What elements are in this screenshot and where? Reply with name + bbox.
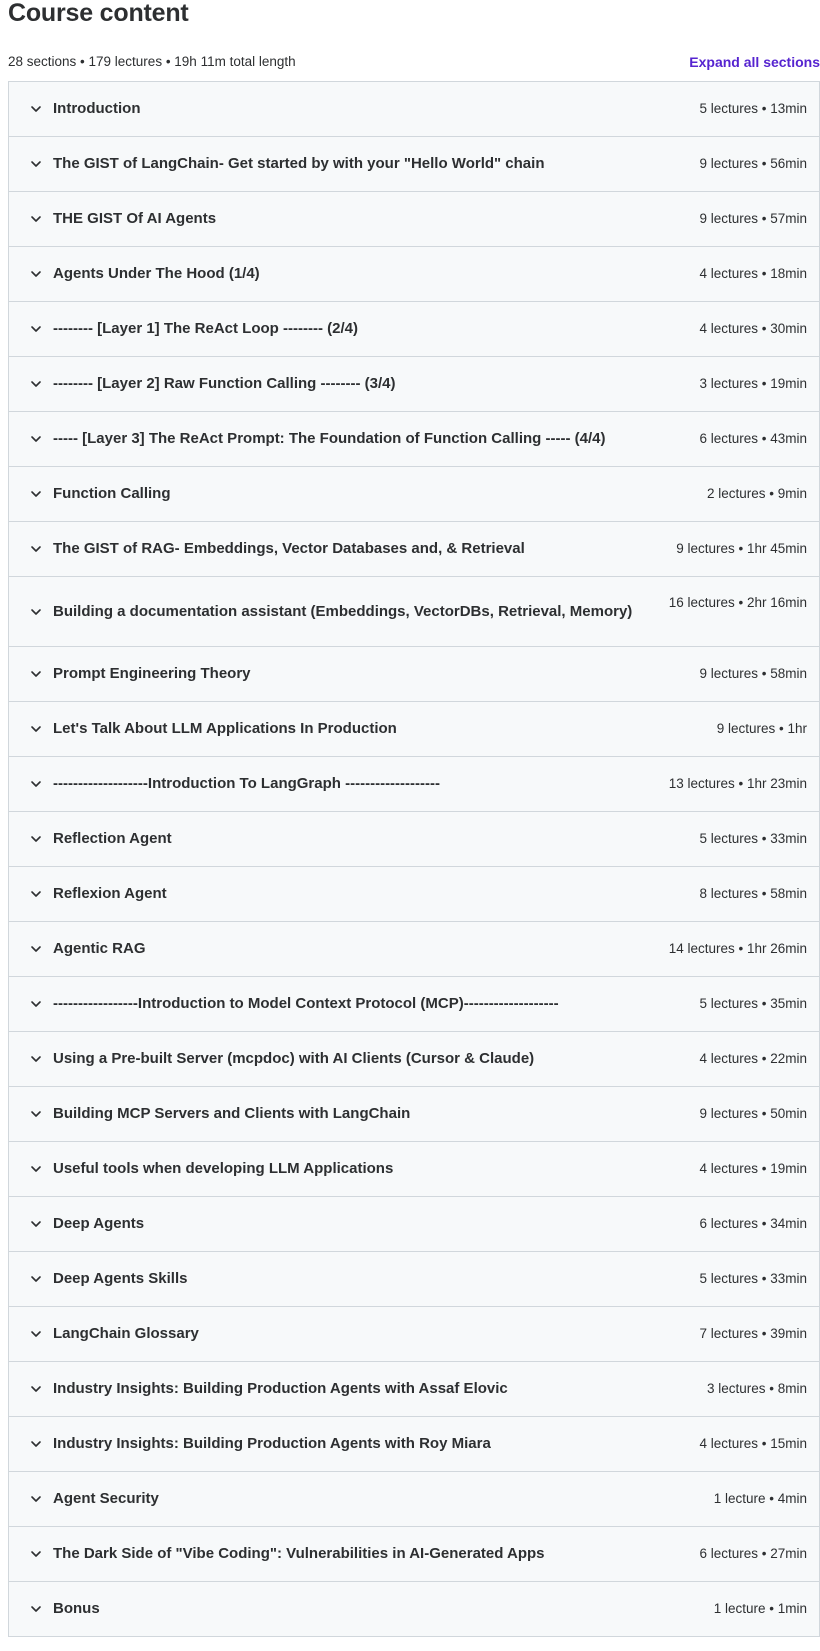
section-lecture-info: 3 lectures • 19min	[699, 376, 807, 391]
chevron-down-icon[interactable]	[27, 775, 45, 793]
section-row[interactable]	[8, 867, 820, 922]
section-row[interactable]	[8, 1087, 820, 1142]
chevron-down-icon[interactable]	[27, 155, 45, 173]
section-lecture-info: 1 lecture • 4min	[713, 1491, 807, 1506]
chevron-down-icon[interactable]	[27, 1325, 45, 1343]
section-title: The GIST of RAG- Embeddings, Vector Databases and, & Retrieval	[53, 540, 525, 557]
section-lecture-info: 9 lectures • 50min	[699, 1106, 807, 1121]
section-row[interactable]	[8, 922, 820, 977]
chevron-down-icon[interactable]	[27, 485, 45, 503]
section-title: Agentic RAG	[53, 940, 146, 957]
course-summary: 28 sections • 179 lectures • 19h 11m total length	[8, 54, 296, 69]
chevron-down-icon[interactable]	[27, 1050, 45, 1068]
section-lecture-info: 5 lectures • 33min	[699, 1271, 807, 1286]
chevron-down-icon[interactable]	[27, 1600, 45, 1618]
chevron-down-icon[interactable]	[27, 1270, 45, 1288]
section-lecture-info: 6 lectures • 43min	[699, 431, 807, 446]
section-lecture-info: 5 lectures • 35min	[699, 996, 807, 1011]
chevron-down-icon[interactable]	[27, 1490, 45, 1508]
section-lecture-info: 13 lectures • 1hr 23min	[668, 776, 807, 791]
section-row[interactable]	[8, 647, 820, 702]
section-lecture-info: 4 lectures • 22min	[699, 1051, 807, 1066]
section-lecture-info: 16 lectures • 2hr 16min	[668, 595, 807, 610]
section-lecture-info: 4 lectures • 19min	[699, 1161, 807, 1176]
page-title: Course content	[8, 0, 189, 27]
section-title: Introduction	[53, 100, 141, 117]
section-title: Deep Agents Skills	[53, 1270, 188, 1287]
chevron-down-icon[interactable]	[27, 1160, 45, 1178]
chevron-down-icon[interactable]	[27, 100, 45, 118]
section-row[interactable]	[8, 467, 820, 522]
chevron-down-icon[interactable]	[27, 1215, 45, 1233]
section-title: Building MCP Servers and Clients with LangChain	[53, 1105, 411, 1122]
section-lecture-info: 5 lectures • 33min	[699, 831, 807, 846]
section-row[interactable]	[8, 1032, 820, 1087]
section-title: -------- [Layer 2] Raw Function Calling -------- (3/4)	[53, 375, 396, 392]
chevron-down-icon[interactable]	[27, 375, 45, 393]
section-title: -------------------Introduction To LangGraph -------------------	[53, 775, 441, 792]
expand-all-sections-button[interactable]: Expand all sections	[689, 54, 820, 70]
chevron-down-icon[interactable]	[27, 210, 45, 228]
section-row[interactable]	[8, 977, 820, 1032]
section-title: Building a documentation assistant (Embeddings, VectorDBs, Retrieval, Memory)	[53, 602, 633, 620]
section-title: Reflexion Agent	[53, 885, 167, 902]
section-title: The Dark Side of "Vibe Coding": Vulnerabilities in AI-Generated Apps	[53, 1545, 545, 1562]
section-row[interactable]	[8, 1417, 820, 1472]
section-lecture-info: 9 lectures • 58min	[699, 666, 807, 681]
section-lecture-info: 14 lectures • 1hr 26min	[668, 941, 807, 956]
section-row[interactable]	[8, 1362, 820, 1417]
chevron-down-icon[interactable]	[27, 265, 45, 283]
section-row[interactable]	[8, 1307, 820, 1362]
section-row[interactable]	[8, 757, 820, 812]
section-row[interactable]	[8, 247, 820, 302]
section-lecture-info: 4 lectures • 18min	[699, 266, 807, 281]
section-lecture-info: 6 lectures • 34min	[699, 1216, 807, 1231]
section-row[interactable]	[8, 192, 820, 247]
chevron-down-icon[interactable]	[27, 1545, 45, 1563]
section-row[interactable]	[8, 522, 820, 577]
section-title: LangChain Glossary	[53, 1325, 199, 1342]
section-title: Let's Talk About LLM Applications In Production	[53, 720, 397, 737]
section-title: -------- [Layer 1] The ReAct Loop -------- (2/4)	[53, 320, 358, 337]
chevron-down-icon[interactable]	[27, 430, 45, 448]
section-row[interactable]	[8, 1142, 820, 1197]
section-row[interactable]	[8, 702, 820, 757]
section-lecture-info: 7 lectures • 39min	[699, 1326, 807, 1341]
section-row[interactable]	[8, 812, 820, 867]
section-title: Agent Security	[53, 1490, 159, 1507]
section-lecture-info: 4 lectures • 30min	[699, 321, 807, 336]
chevron-down-icon[interactable]	[27, 603, 45, 621]
chevron-down-icon[interactable]	[27, 665, 45, 683]
section-lecture-info: 8 lectures • 58min	[699, 886, 807, 901]
chevron-down-icon[interactable]	[27, 320, 45, 338]
chevron-down-icon[interactable]	[27, 885, 45, 903]
section-title: ----- [Layer 3] The ReAct Prompt: The Foundation of Function Calling ----- (4/4)	[53, 430, 606, 447]
section-lecture-info: 1 lecture • 1min	[713, 1601, 807, 1616]
section-title: Prompt Engineering Theory	[53, 665, 251, 682]
section-row[interactable]	[8, 412, 820, 467]
section-row[interactable]	[8, 357, 820, 412]
section-title: -----------------Introduction to Model Context Protocol (MCP)-------------------	[53, 995, 559, 1012]
section-row[interactable]	[8, 1527, 820, 1582]
section-row[interactable]	[8, 82, 820, 137]
section-lecture-info: 2 lectures • 9min	[706, 486, 807, 501]
section-row[interactable]	[8, 577, 820, 647]
section-lecture-info: 9 lectures • 57min	[699, 211, 807, 226]
section-title: Reflection Agent	[53, 830, 172, 847]
chevron-down-icon[interactable]	[27, 540, 45, 558]
section-title: Bonus	[53, 1600, 100, 1617]
section-title: Industry Insights: Building Production Agents with Roy Miara	[53, 1435, 491, 1452]
chevron-down-icon[interactable]	[27, 1435, 45, 1453]
section-lecture-info: 9 lectures • 1hr 45min	[676, 541, 807, 556]
section-title: THE GIST Of AI Agents	[53, 210, 217, 227]
section-row[interactable]	[8, 137, 820, 192]
chevron-down-icon[interactable]	[27, 1105, 45, 1123]
section-lecture-info: 9 lectures • 1hr	[716, 721, 807, 736]
section-title: Industry Insights: Building Production Agents with Assaf Elovic	[53, 1380, 508, 1397]
chevron-down-icon[interactable]	[27, 940, 45, 958]
section-row[interactable]	[8, 1197, 820, 1252]
section-title: Using a Pre-built Server (mcpdoc) with AI Clients (Cursor & Claude)	[53, 1050, 535, 1067]
section-row[interactable]	[8, 1252, 820, 1307]
section-title: Deep Agents	[53, 1215, 145, 1232]
chevron-down-icon[interactable]	[27, 720, 45, 738]
section-row[interactable]	[8, 1472, 820, 1527]
section-row[interactable]	[8, 1582, 820, 1637]
section-title: Agents Under The Hood (1/4)	[53, 265, 260, 282]
section-row[interactable]	[8, 302, 820, 357]
chevron-down-icon[interactable]	[27, 830, 45, 848]
section-title: The GIST of LangChain- Get started by with your "Hello World" chain	[53, 155, 545, 172]
section-title: Function Calling	[53, 485, 171, 502]
chevron-down-icon[interactable]	[27, 1380, 45, 1398]
section-lecture-info: 9 lectures • 56min	[699, 156, 807, 171]
section-list	[8, 81, 820, 1637]
section-title: Useful tools when developing LLM Applications	[53, 1160, 394, 1177]
section-lecture-info: 6 lectures • 27min	[699, 1546, 807, 1561]
section-lecture-info: 3 lectures • 8min	[706, 1381, 807, 1396]
section-lecture-info: 4 lectures • 15min	[699, 1436, 807, 1451]
section-lecture-info: 5 lectures • 13min	[699, 101, 807, 116]
chevron-down-icon[interactable]	[27, 995, 45, 1013]
